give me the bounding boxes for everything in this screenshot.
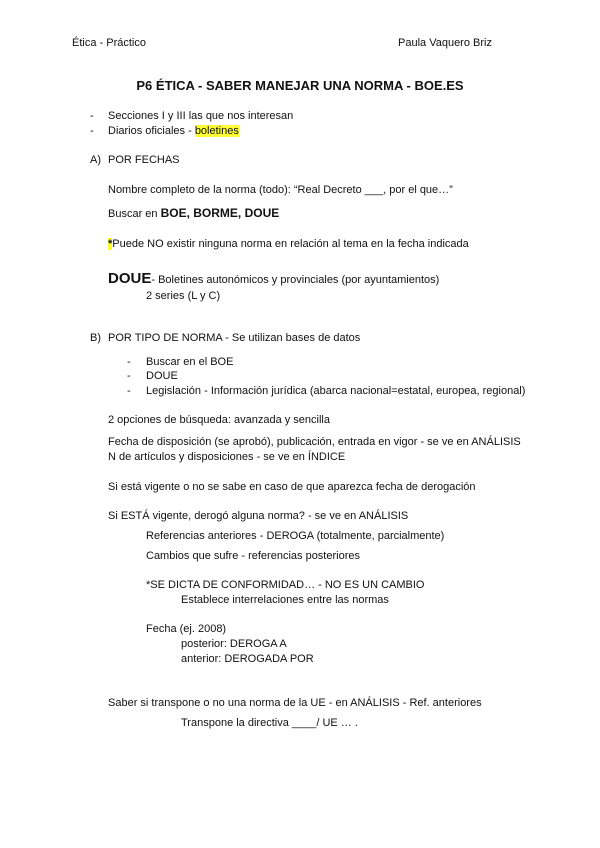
list-item: DOUE xyxy=(146,370,178,382)
paragraph: Cambios que sufre - referencias posteriores xyxy=(146,550,360,562)
section-letter: B) xyxy=(90,332,101,344)
doue-rest: - Boletines autonómicos y provinciales (por ayuntamientos) xyxy=(151,274,440,286)
paragraph: anterior: DEROGADA POR xyxy=(181,653,314,665)
section-heading: POR FECHAS xyxy=(108,154,180,166)
paragraph: 2 opciones de búsqueda: avanzada y sencilla xyxy=(108,414,330,426)
paragraph: Fecha (ej. 2008) xyxy=(146,623,227,635)
header-right: Paula Vaquero Briz xyxy=(398,37,492,49)
paragraph: Si ESTÁ vigente, derogó alguna norma? - se ve en ANÁLISIS xyxy=(108,510,409,522)
paragraph xyxy=(108,238,469,251)
list-item: Legislación - Información jurídica (abarca nacional=estatal, europea, regional) xyxy=(146,385,526,397)
paragraph: Transpone la directiva ____/ UE … . xyxy=(181,717,358,729)
paragraph: Si está vigente o no se sabe en caso de que aparezca fecha de derogación xyxy=(108,481,476,493)
paragraph: posterior: DEROGA A xyxy=(181,638,287,650)
doue-bold: DOUE xyxy=(108,270,152,287)
buscar-bold: BOE, BORME, DOUE xyxy=(160,206,280,220)
paragraph: N de artículos y disposiciones - se ve en ÍNDICE xyxy=(108,451,346,463)
puede-text: Puede NO existir ninguna norma en relación al tema en la fecha indicada xyxy=(112,238,469,250)
paragraph xyxy=(108,206,279,221)
highlighted-star: * xyxy=(108,238,113,250)
section-heading: POR TIPO DE NORMA - Se utilizan bases de datos xyxy=(108,332,361,344)
paragraph: Saber si transpone o no una norma de la UE - en ANÁLISIS - Ref. anteriores xyxy=(108,697,482,709)
bullet-dash: - xyxy=(90,125,94,137)
bullet-dash: - xyxy=(127,356,131,368)
paragraph: 2 series (L y C) xyxy=(146,290,221,302)
bullet-dash: - xyxy=(90,110,94,122)
paragraph: Establece interrelaciones entre las normas xyxy=(181,594,389,606)
buscar-prefix: Buscar en xyxy=(108,208,161,220)
header-left: Ética - Práctico xyxy=(72,37,146,49)
highlighted-word: boletines xyxy=(194,125,239,137)
page-title: P6 ÉTICA - SABER MANEJAR UNA NORMA - BOE.ES xyxy=(136,78,464,93)
bullet-item xyxy=(108,125,239,138)
list-item: Buscar en el BOE xyxy=(146,356,234,368)
bullet-item: Secciones I y III las que nos interesan xyxy=(108,110,294,122)
bullet-dash: - xyxy=(127,370,131,382)
bullet-dash: - xyxy=(127,385,131,397)
bullet-text: Diarios oficiales - xyxy=(108,125,195,137)
paragraph xyxy=(108,270,439,288)
paragraph: Nombre completo de la norma (todo): “Real Decreto ___, por el que…” xyxy=(108,184,453,196)
paragraph: Referencias anteriores - DEROGA (totalmente, parcialmente) xyxy=(146,530,445,542)
paragraph: Fecha de disposición (se aprobó), publicación, entrada en vigor - se ve en ANÁLISIS xyxy=(108,436,521,448)
paragraph: *SE DICTA DE CONFORMIDAD… - NO ES UN CAMBIO xyxy=(146,579,425,591)
section-letter: A) xyxy=(90,154,101,166)
